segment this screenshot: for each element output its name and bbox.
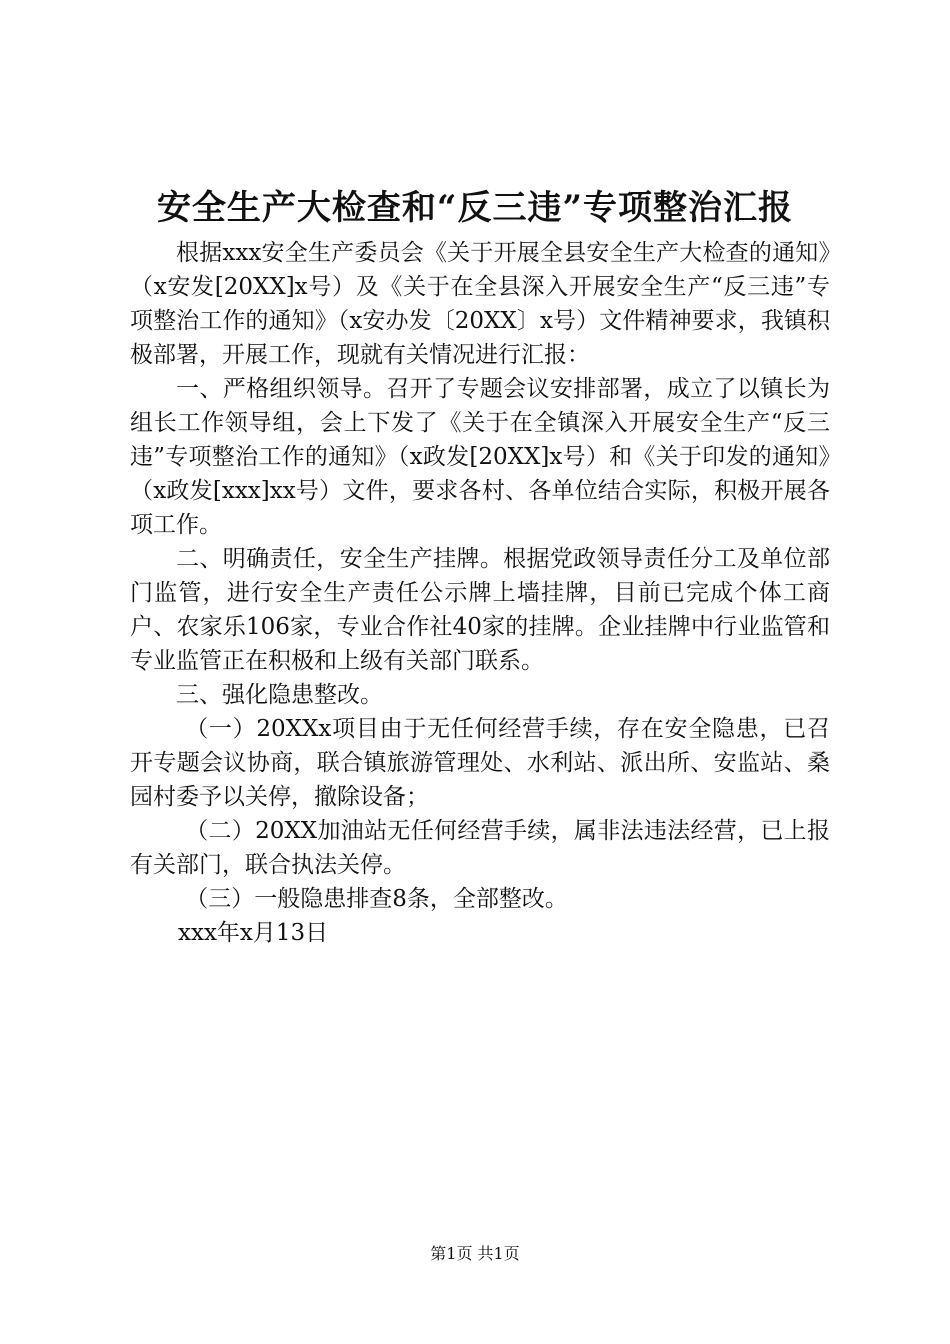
document-title: 安全生产大检查和“反三违”专项整治汇报 <box>156 188 794 228</box>
page-footer: 第1页 共1页 <box>430 1244 520 1263</box>
document-body <box>130 236 830 950</box>
subitem-three-paragraph: （三）一般隐患排查8条，全部整改。 <box>185 886 568 912</box>
section-two-paragraph: 二、明确责任，安全生产挂牌。根据党政领导责任分工及单位部门监管，进行安全生产责任公示牌上墙挂牌，目前已完成个体工商户、农家乐106家，专业合作社40家的挂牌。企业挂牌中行业监管和专业监管正在积极和上级有关部门联系。 <box>130 546 830 674</box>
subitem-two-paragraph: （二）20XX加油站无任何经营手续，属非法违法经营，已上报有关部门，联合执法关停。 <box>130 818 830 878</box>
document-date: xxx年x月13日 <box>178 920 329 946</box>
subitem-one-paragraph: （一）20XXx项目由于无任何经营手续，存在安全隐患，已召开专题会议协商，联合镇旅游管理处、水利站、派出所、安监站、桑园村委予以关停，撤除设备； <box>130 716 830 810</box>
intro-paragraph: 根据xxx安全生产委员会《关于开展全县安全生产大检查的通知》（x安发[20XX]x号）及《关于在全县深入开展安全生产“反三违”专项整治工作的通知》（x安办发〔20XX〕x号）文件精神要求，我镇积极部署，开展工作，现就有关情况进行汇报： <box>130 240 830 368</box>
section-one-paragraph: 一、严格组织领导。召开了专题会议安排部署，成立了以镇长为组长工作领导组，会上下发了《关于在全镇深入开展安全生产“反三违”专项整治工作的通知》（x政发[20XX]x号）和《关于印发的通知》（x政发[xxx]xx号）文件，要求各村、各单位结合实际，积极开展各项工作。 <box>130 376 830 538</box>
section-three-heading: 三、强化隐患整改。 <box>176 682 383 708</box>
